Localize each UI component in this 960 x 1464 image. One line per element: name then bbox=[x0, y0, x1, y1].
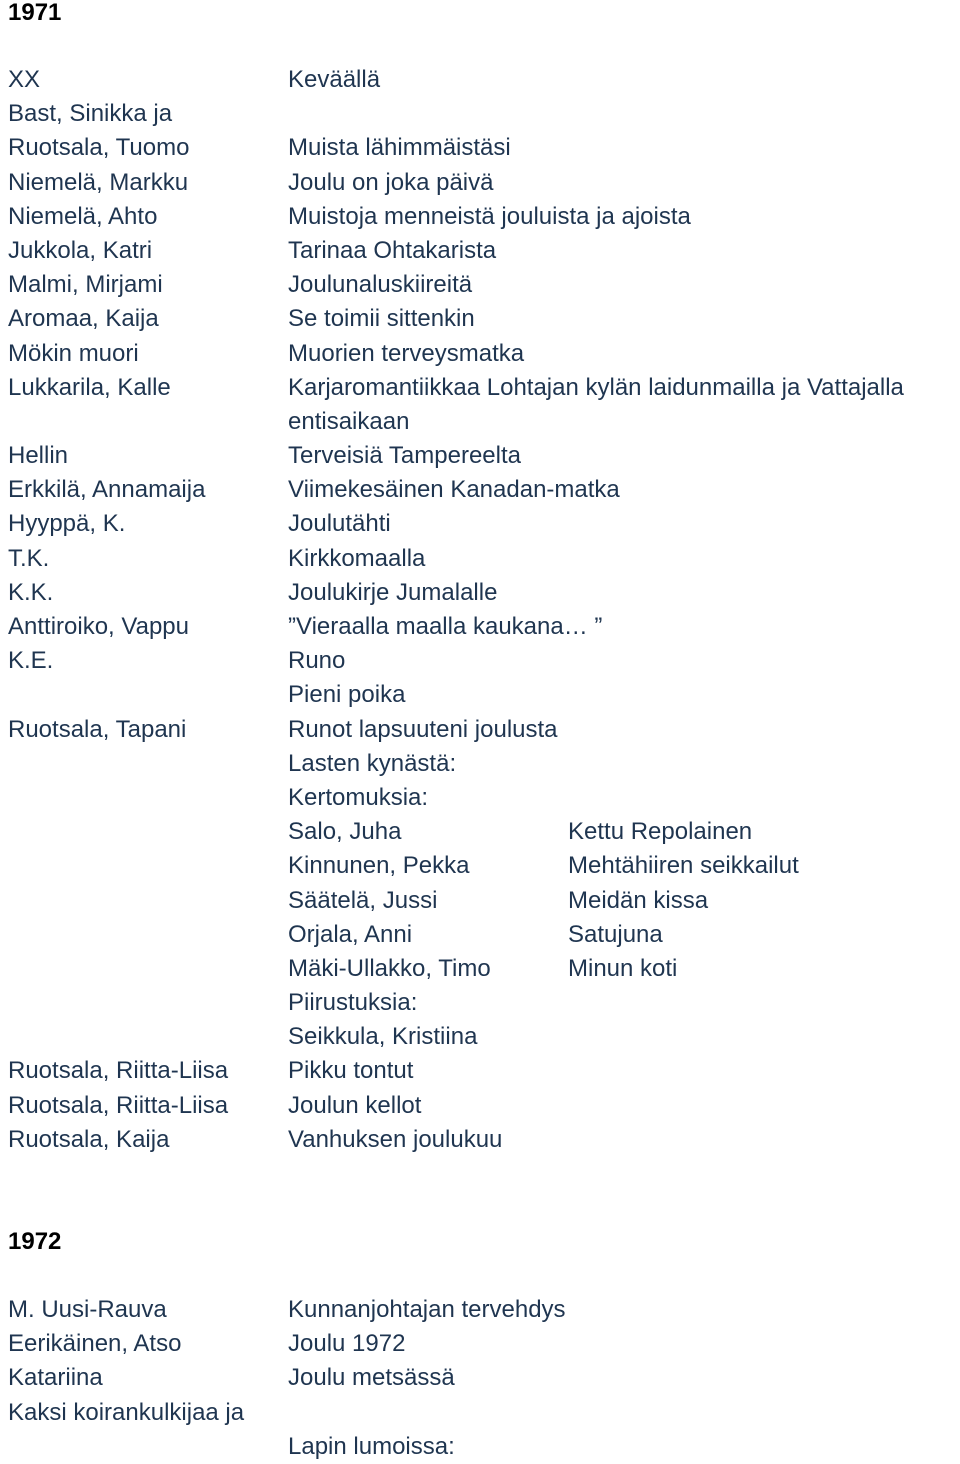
author-name: Ruotsala, Tuomo bbox=[8, 134, 190, 162]
sub-article-title: Satujuna bbox=[568, 920, 663, 948]
article-title: Viimekesäinen Kanadan-matka bbox=[288, 476, 620, 504]
article-title: Kertomuksia: bbox=[288, 783, 429, 811]
contents-row bbox=[0, 200, 960, 234]
article-title: Kunnanjohtajan tervehdys bbox=[288, 1296, 566, 1323]
contents-row bbox=[0, 747, 960, 781]
article-title: Lapin lumoissa: bbox=[288, 1432, 455, 1460]
article-title: Mäki-Ullakko, Timo bbox=[288, 954, 491, 982]
author-name: T.K. bbox=[8, 544, 50, 572]
contents-row bbox=[0, 268, 960, 302]
author-name: Ruotsala, Tapani bbox=[8, 715, 187, 743]
contents-row bbox=[0, 781, 960, 815]
contents-row bbox=[0, 371, 960, 405]
author-name: Mökin muori bbox=[8, 339, 139, 367]
contents-row bbox=[0, 337, 960, 371]
author-name: Ruotsala, Kaija bbox=[8, 1125, 170, 1153]
article-title: Orjala, Anni bbox=[288, 920, 413, 948]
contents-row bbox=[0, 166, 960, 200]
article-title: Se toimii sittenkin bbox=[288, 305, 475, 333]
article-title: Salo, Juha bbox=[288, 818, 402, 846]
contents-row bbox=[0, 1123, 960, 1157]
author-name: Niemelä, Ahto bbox=[8, 202, 158, 230]
author-name: Malmi, Mirjami bbox=[8, 271, 163, 299]
author-name: Ruotsala, Riitta-Liisa bbox=[8, 1091, 229, 1119]
contents-row bbox=[0, 610, 960, 644]
article-title: Lasten kynästä: bbox=[288, 749, 457, 777]
article-title: Runot lapsuuteni joulusta bbox=[288, 715, 558, 743]
author-name: XX bbox=[8, 66, 41, 93]
contents-list-1971 bbox=[0, 63, 960, 1157]
contents-row bbox=[0, 884, 960, 918]
article-title: Kinnunen, Pekka bbox=[288, 852, 470, 880]
sub-article-title: Minun koti bbox=[568, 954, 678, 982]
contents-row bbox=[0, 1430, 960, 1464]
article-title: Joulunaluskiireitä bbox=[288, 271, 473, 299]
author-name: Aromaa, Kaija bbox=[8, 305, 159, 333]
contents-row bbox=[0, 97, 960, 131]
contents-row bbox=[0, 302, 960, 336]
author-name: Hyyppä, K. bbox=[8, 510, 126, 538]
contents-row bbox=[0, 952, 960, 986]
author-name: Niemelä, Markku bbox=[8, 168, 189, 196]
author-name: Kaksi koirankulkijaa ja bbox=[8, 1398, 245, 1426]
contents-row bbox=[0, 473, 960, 507]
contents-row bbox=[0, 439, 960, 473]
contents-row bbox=[0, 1396, 960, 1430]
author-name: M. Uusi-Rauva bbox=[8, 1296, 167, 1323]
article-title: Kirkkomaalla bbox=[288, 544, 426, 572]
contents-row bbox=[0, 507, 960, 541]
author-name: K.E. bbox=[8, 647, 54, 675]
article-title: Muista lähimmäistäsi bbox=[288, 134, 511, 162]
contents-row bbox=[0, 1327, 960, 1361]
contents-row bbox=[0, 986, 960, 1020]
author-name: Bast, Sinikka ja bbox=[8, 100, 173, 128]
contents-list-1972 bbox=[0, 1293, 960, 1464]
author-name: Erkkilä, Annamaija bbox=[8, 476, 206, 504]
contents-row bbox=[0, 918, 960, 952]
article-title: entisaikaan bbox=[288, 407, 410, 435]
article-title: Pikku tontut bbox=[288, 1057, 414, 1085]
sub-article-title: Mehtähiiren seikkailut bbox=[568, 852, 799, 880]
article-title: Runo bbox=[288, 647, 346, 675]
contents-row bbox=[0, 405, 960, 439]
contents-row bbox=[0, 678, 960, 712]
article-title: Tarinaa Ohtakarista bbox=[288, 236, 497, 264]
contents-row bbox=[0, 234, 960, 268]
author-name: Katariina bbox=[8, 1364, 103, 1392]
article-title: Joulun kellot bbox=[288, 1091, 422, 1119]
author-name: Jukkola, Katri bbox=[8, 236, 153, 264]
contents-row bbox=[0, 644, 960, 678]
article-title: Joulutähti bbox=[288, 510, 391, 538]
article-title: Joulukirje Jumalalle bbox=[288, 578, 498, 606]
contents-row bbox=[0, 63, 960, 97]
article-title: ”Vieraalla maalla kaukana… ” bbox=[288, 613, 603, 640]
contents-row bbox=[0, 713, 960, 747]
article-title: Seikkula, Kristiina bbox=[288, 1023, 478, 1051]
contents-row bbox=[0, 849, 960, 883]
sub-article-title: Kettu Repolainen bbox=[568, 818, 753, 846]
author-name: Lukkarila, Kalle bbox=[8, 373, 171, 401]
author-name: K.K. bbox=[8, 578, 54, 606]
author-name: Ruotsala, Riitta-Liisa bbox=[8, 1057, 229, 1085]
contents-row bbox=[0, 815, 960, 849]
contents-row bbox=[0, 576, 960, 610]
article-title: Muistoja menneistä jouluista ja ajoista bbox=[288, 202, 691, 230]
contents-row bbox=[0, 1020, 960, 1054]
article-title: Karjaromantiikkaa Lohtajan kylän laidunmailla ja Vattajalla bbox=[288, 373, 904, 401]
article-title: Säätelä, Jussi bbox=[288, 886, 438, 914]
article-title: Terveisiä Tampereelta bbox=[288, 442, 522, 470]
article-title: Piirustuksia: bbox=[288, 989, 418, 1017]
contents-row bbox=[0, 542, 960, 576]
article-title: Keväällä bbox=[288, 66, 381, 93]
year-heading-1971: 1971 bbox=[8, 0, 62, 26]
contents-row bbox=[0, 1293, 960, 1327]
year-heading-1972: 1972 bbox=[8, 1228, 62, 1255]
contents-row bbox=[0, 1089, 960, 1123]
article-title: Muorien terveysmatka bbox=[288, 339, 525, 367]
contents-row bbox=[0, 1361, 960, 1395]
article-title: Pieni poika bbox=[288, 681, 406, 709]
article-title: Joulu 1972 bbox=[288, 1330, 406, 1358]
article-title: Joulu on joka päivä bbox=[288, 168, 494, 196]
contents-row bbox=[0, 131, 960, 165]
contents-row bbox=[0, 1054, 960, 1088]
sub-article-title: Meidän kissa bbox=[568, 886, 709, 914]
author-name: Eerikäinen, Atso bbox=[8, 1330, 182, 1358]
author-name: Anttiroiko, Vappu bbox=[8, 613, 189, 640]
article-title: Vanhuksen joulukuu bbox=[288, 1125, 503, 1153]
author-name: Hellin bbox=[8, 442, 69, 470]
article-title: Joulu metsässä bbox=[288, 1364, 455, 1392]
